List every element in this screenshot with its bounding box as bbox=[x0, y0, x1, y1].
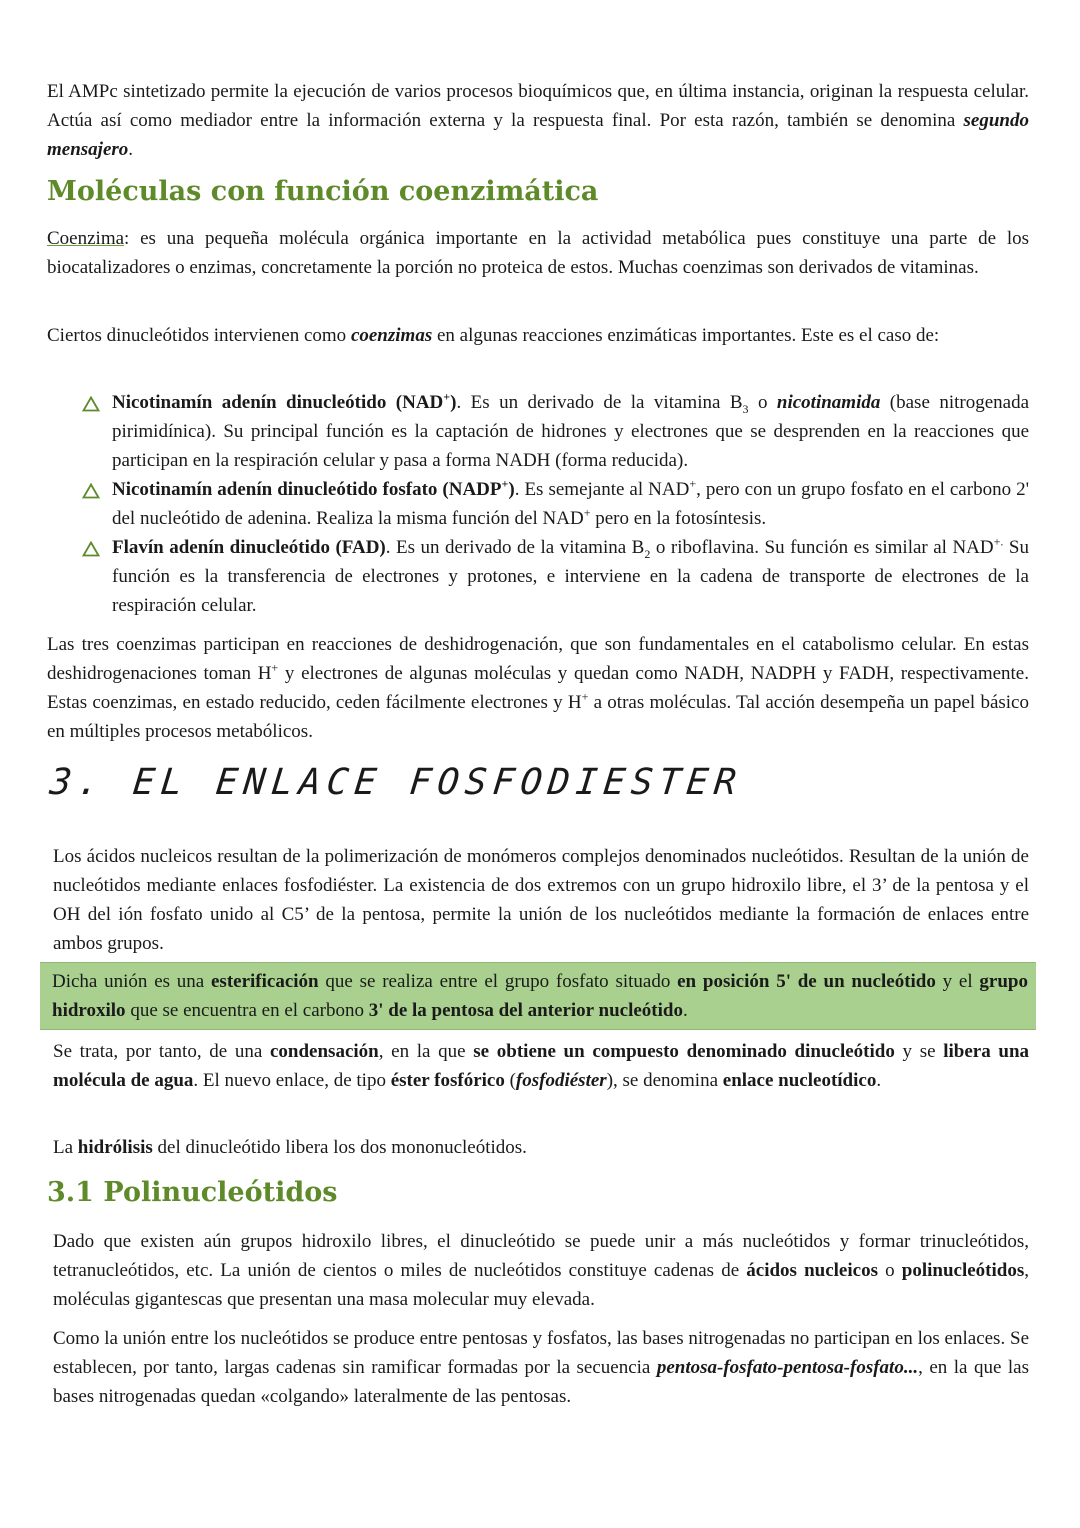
handwritten-heading-enlace: 3. EL ENLACE FOSFODIESTER bbox=[47, 762, 745, 803]
list-item-nadp: Nicotinamín adenín dinucleótido fosfato (NADP+). Es semejante al NAD+, pero con un grupo fosfato en el carbono 2' del nucleótido de adenina. Realiza la misma función del NAD+ pero en la fotosíntesis. bbox=[82, 475, 1029, 533]
coenzyme-list bbox=[82, 388, 1029, 620]
list-item-nad: Nicotinamín adenín dinucleótido (NAD+). Es un derivado de la vitamina $B_3$ o nicotinamida (base nitrogenada pirimidínica). Su principal función es la captación de hidrones y electrones que se desprenden en la reacciones que participan en la respiración celular y pasa a forma NADH (forma reducida). bbox=[82, 388, 1029, 475]
paragraph-dado-que: Dado que existen aún grupos hidroxilo libres, el dinucleótido se puede unir a más nucleótidos y formar trinucleótidos, tetranucleótidos, etc. La unión de cientos o miles de nucleótidos constituye cadenas de ácidos nucleicos o polinucleótidos, moléculas gigantescas que presentan una masa molecular muy elevada. bbox=[53, 1231, 1029, 1310]
paragraph-condensacion: Se trata, por tanto, de una condensación, en la que se obtiene un compuesto denominado dinucleótido y se libera una molécula de agua. El nuevo enlace, de tipo éster fosfórico (fosfodiéster), se denomina enlace nucleotídico. bbox=[53, 1041, 1030, 1091]
triangle-bullet-icon bbox=[82, 483, 100, 499]
heading-coenzimatica: Moléculas con función coenzimática bbox=[47, 176, 599, 207]
paragraph-acidos-nucleicos: Los ácidos nucleicos resultan de la polimerización de monómeros complejos denominados nucleótidos. Resultan de la unión de nucleótidos mediante enlaces fosfodiéster. La existencia de dos extremos con un grupo hidroxilo libre, el 3’ de la pentosa y el OH del ión fosfato unido al C5’ de la pentosa, permite la unión de los nucleótidos mediante la formación de enlaces entre ambos grupos. bbox=[53, 846, 1029, 954]
highlight-box-esterificacion: Dicha unión es una esterificación que se realiza entre el grupo fosfato situado en posición 5' de un nucleótido y el grupo hidroxilo que se encuentra en el carbono 3' de la pentosa del anterior nucleótido. bbox=[40, 962, 1036, 1030]
paragraph-como-la-union: Como la unión entre los nucleótidos se produce entre pentosas y fosfatos, las bases nitrogenadas no participan en los enlaces. Se establecen, por tanto, largas cadenas sin ramificar formadas por la secuencia pentosa-fosfato-pentosa-fosfato..., en la que las bases nitrogenadas quedan «colgando» lateralmente de las pentosas. bbox=[53, 1328, 1029, 1407]
paragraph-coenzima: Coenzima: es una pequeña molécula orgánica importante en la actividad metabólica pues constituye una parte de los biocatalizadores o enzimas, concretamente la porción no proteica de estos. Muchas coenzimas son derivados de vitaminas. bbox=[47, 228, 1029, 278]
list-item-fad: Flavín adenín dinucleótido (FAD). Es un derivado de la vitamina $B_2$ o riboflavina. Su función es similar al NAD+. Su función es la transferencia de electrones y protones, e interviene en la cadena de transporte de electrones de la respiración celular. bbox=[82, 533, 1029, 620]
term-coenzima: Coenzima bbox=[47, 228, 125, 249]
paragraph-hidrolisis: La hidrólisis del dinucleótido libera los dos mononucleótidos. bbox=[53, 1137, 527, 1158]
triangle-bullet-icon bbox=[82, 541, 100, 557]
paragraph-dinucleotidos: Ciertos dinucleótidos intervienen como coenzimas en algunas reacciones enzimáticas importantes. Este es el caso de: bbox=[47, 325, 940, 346]
triangle-bullet-icon bbox=[82, 396, 100, 412]
paragraph-ampc: El AMPc sintetizado permite la ejecución de varios procesos bioquímicos que, en última instancia, originan la respuesta celular. Actúa así como mediador entre la información externa y la respuesta final. Por esta razón, también se denomina segundo mensajero. bbox=[47, 81, 1029, 160]
heading-polinucleotidos: 3.1 Polinucleótidos bbox=[47, 1177, 338, 1208]
paragraph-tres-coenzimas: Las tres coenzimas participan en reacciones de deshidrogenación, que son fundamentales en el catabolismo celular. En estas deshidrogenaciones toman H+ y electrones de algunas moléculas y quedan como NADH, NADPH y FADH, respectivamente. Estas coenzimas, en estado reducido, ceden fácilmente electrones y H+ a otras moléculas. Tal acción desempeña un papel básico en múltiples procesos metabólicos. bbox=[47, 634, 1029, 742]
